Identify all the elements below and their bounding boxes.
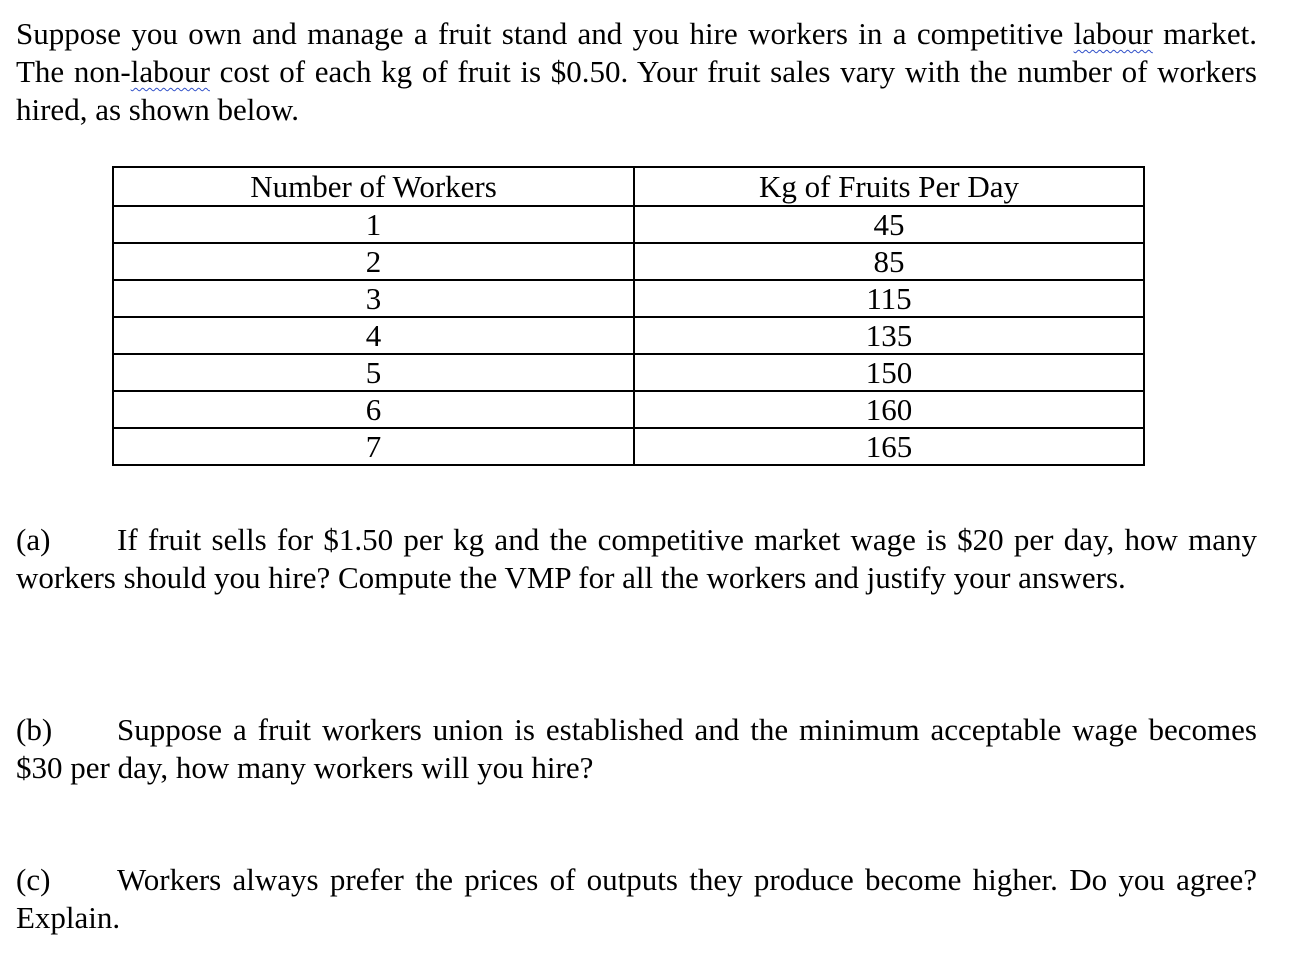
table-row xyxy=(113,428,1144,465)
intro-text-3: cost of each kg of fruit is $0.50. Your fruit sales vary with the number of workers hired, as shown below. xyxy=(16,54,1257,127)
workers-cell: 7 xyxy=(113,428,634,465)
question-b-label: (b) xyxy=(16,712,53,747)
question-c xyxy=(16,861,1257,937)
table-row xyxy=(113,354,1144,391)
question-b-text: Suppose a fruit workers union is established and the minimum acceptable wage becomes $30 per day, how many workers will you hire? xyxy=(16,712,1257,785)
table-row xyxy=(113,243,1144,280)
spellcheck-word-labour[interactable]: labour xyxy=(130,54,210,89)
intro-paragraph xyxy=(16,15,1257,129)
header-kg-of-fruits: Kg of Fruits Per Day xyxy=(634,167,1144,206)
intro-text-1: Suppose you own and manage a fruit stand and you hire workers in a competitive xyxy=(16,16,1074,51)
spellcheck-word-labour[interactable]: labour xyxy=(1073,16,1153,51)
kg-cell: 160 xyxy=(634,391,1144,428)
kg-cell: 135 xyxy=(634,317,1144,354)
question-a xyxy=(16,521,1257,597)
table-header-row xyxy=(113,167,1144,206)
workers-cell: 1 xyxy=(113,206,634,243)
header-number-of-workers: Number of Workers xyxy=(113,167,634,206)
question-b xyxy=(16,711,1257,787)
kg-cell: 45 xyxy=(634,206,1144,243)
workers-cell: 4 xyxy=(113,317,634,354)
kg-cell: 115 xyxy=(634,280,1144,317)
table-row xyxy=(113,391,1144,428)
table-row xyxy=(113,317,1144,354)
workers-cell: 6 xyxy=(113,391,634,428)
question-c-text: Workers always prefer the prices of outputs they produce become higher. Do you agree? Explain. xyxy=(16,862,1257,935)
workers-cell: 5 xyxy=(113,354,634,391)
question-a-label: (a) xyxy=(16,522,51,557)
workers-cell: 3 xyxy=(113,280,634,317)
table-row xyxy=(113,280,1144,317)
kg-cell: 165 xyxy=(634,428,1144,465)
question-c-label: (c) xyxy=(16,862,51,897)
workers-cell: 2 xyxy=(113,243,634,280)
table-row xyxy=(113,206,1144,243)
kg-cell: 85 xyxy=(634,243,1144,280)
question-a-text: If fruit sells for $1.50 per kg and the competitive market wage is $20 per day, how many workers should you hire? Compute the VMP for all the workers and justify your answers. xyxy=(16,522,1257,595)
kg-cell: 150 xyxy=(634,354,1144,391)
workers-output-table xyxy=(112,166,1145,466)
intro-text-2: market. The non- xyxy=(16,16,1257,89)
